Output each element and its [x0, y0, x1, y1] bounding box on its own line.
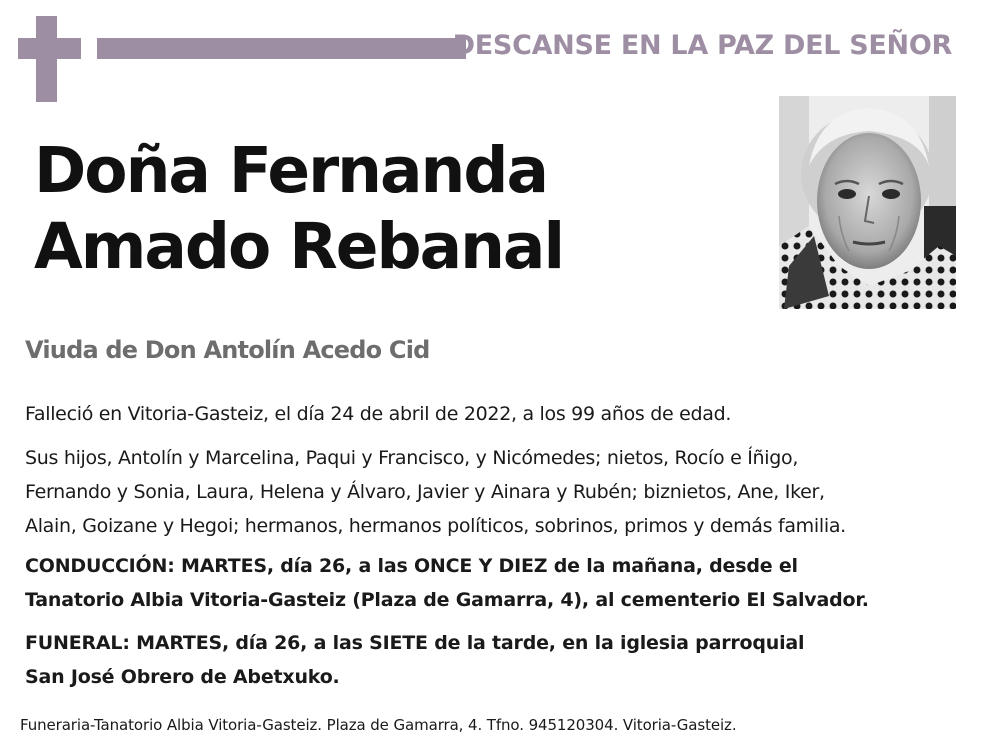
funeral-line: FUNERAL: MARTES, día 26, a las SIETE de la tarde, en la iglesia parroquial: [25, 632, 805, 654]
family-line: Fernando y Sonia, Laura, Helena y Álvaro, Javier y Ainara y Rubén; biznietos, Ane, Iker,: [25, 481, 825, 503]
death-notice-line: Falleció en Vitoria-Gasteiz, el día 24 de abril de 2022, a los 99 años de edad.: [25, 403, 732, 425]
footer-funeral-home: Funeraria-Tanatorio Albia Vitoria-Gasteiz. Plaza de Gamarra, 4. Tfno. 945120304. Vitoria-Gasteiz.: [20, 716, 737, 734]
family-line: Alain, Goizane y Hegoi; hermanos, hermanos políticos, sobrinos, primos y demás familia.: [25, 515, 846, 537]
portrait-photo: [779, 96, 956, 309]
conduccion-line: CONDUCCIÓN: MARTES, día 26, a las ONCE Y DIEZ de la mañana, desde el: [25, 555, 798, 577]
widow-subtitle: Viuda de Don Antolín Acedo Cid: [25, 336, 430, 364]
deceased-name-line2: Amado Rebanal: [34, 210, 564, 283]
family-line: Sus hijos, Antolín y Marcelina, Paqui y Francisco, y Nicómedes; nietos, Rocío e Íñigo,: [25, 447, 799, 469]
header-divider-bar: [97, 38, 466, 59]
cross-icon-bar: [18, 38, 81, 59]
conduccion-paragraph: [25, 549, 965, 617]
funeral-line: San José Obrero de Abetxuko.: [25, 666, 340, 688]
conduccion-line: Tanatorio Albia Vitoria-Gasteiz (Plaza de Gamarra, 4), al cementerio El Salvador.: [25, 589, 869, 611]
funeral-paragraph: [25, 626, 965, 694]
family-paragraph: [25, 441, 965, 543]
death-notice: [25, 397, 965, 431]
deceased-name-line1: Doña Fernanda: [34, 134, 547, 207]
cross-icon: [36, 16, 57, 102]
header-title: DESCANSE EN LA PAZ DEL SEÑOR: [452, 30, 952, 61]
